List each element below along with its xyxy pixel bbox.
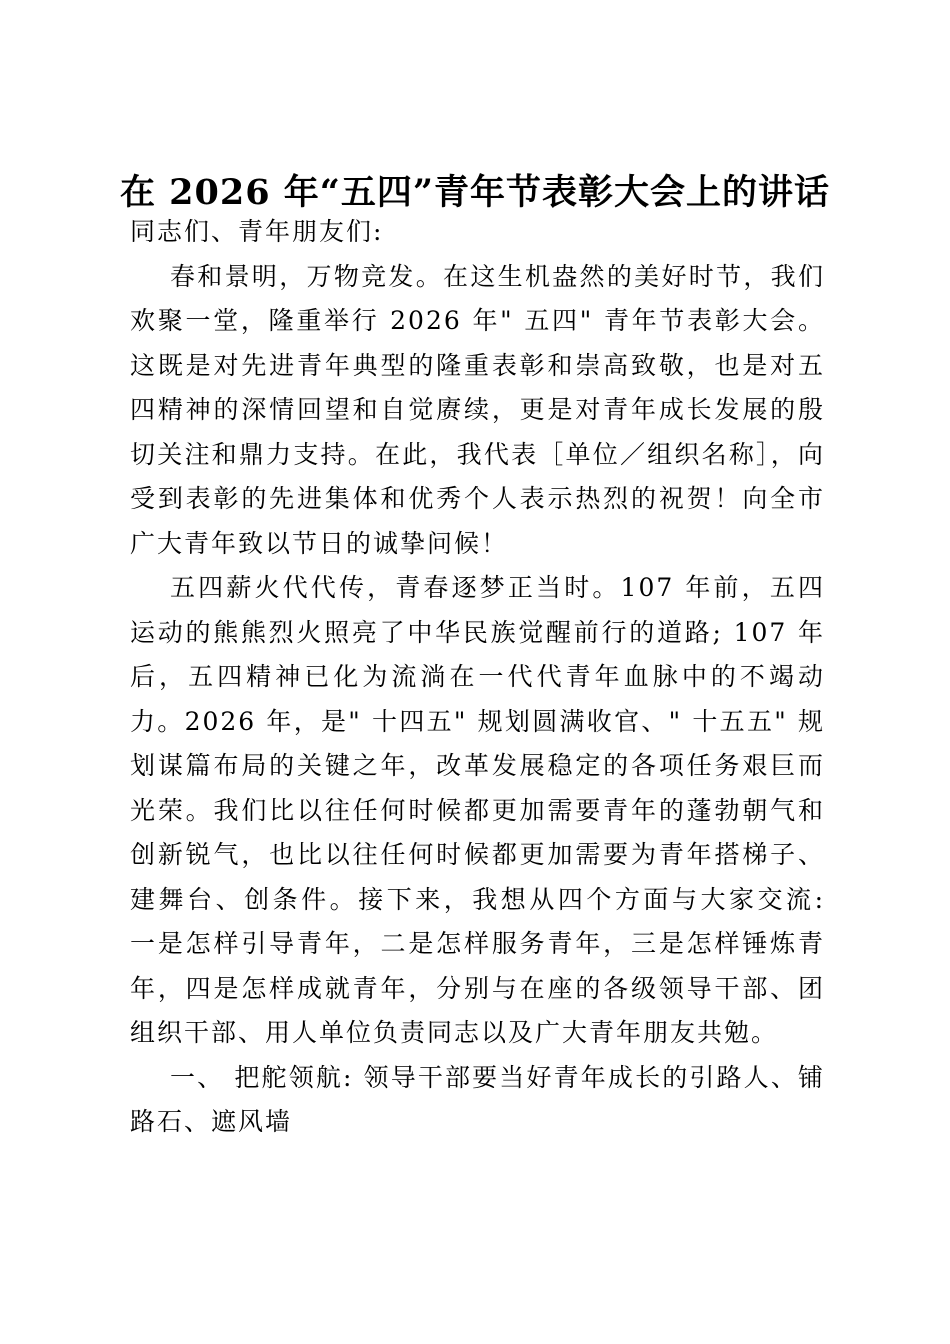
greeting-line: 同志们、青年朋友们: (130, 217, 384, 246)
document-body (130, 210, 825, 1145)
document-title: 在 2026 年“五四”青年节表彰大会上的讲话 (119, 172, 831, 213)
paragraph-opening: 春和景明，万物竞发。在这生机盎然的美好时节，我们欢聚一堂，隆重举行 2026 年" 五四" 青年节表彰大会。这既是对先进青年典型的隆重表彰和崇高致敬，也是对五四精神的深情回望和自觉赓续，更是对青年成长发展的殷切关注和鼎力支持。在此，我代表［单位／组织名称］，向受到表彰的先进集体和优秀个人表示热烈的祝贺！向全市广大青年致以节日的诚挚问候！ (130, 261, 825, 558)
section-heading-1: 一、 把舵领航: 领导干部要当好青年成长的引路人、铺路石、遮风墙 (130, 1062, 825, 1136)
paragraph-context: 五四薪火代代传，青春逐梦正当时。107 年前，五四运动的熊熊烈火照亮了中华民族觉醒前行的道路; 107 年后，五四精神已化为流淌在一代代青年血脉中的不竭动力。2026 年，是" 十四五" 规划圆满收官、" 十五五" 规划谋篇布局的关键之年，改革发展稳定的各项任务艰巨而光荣。我们比以往任何时候都更加需要青年的蓬勃朝气和创新锐气，也比以往任何时候都更加需要为青年搭梯子、建舞台、创条件。接下来，我想从四个方面与大家交流: 一是怎样引导青年，二是怎样服务青年，三是怎样锤炼青年，四是怎样成就青年，分别与在座的各级领导干部、团组织干部、用人单位负责同志以及广大青年朋友共勉。 (130, 573, 825, 1047)
